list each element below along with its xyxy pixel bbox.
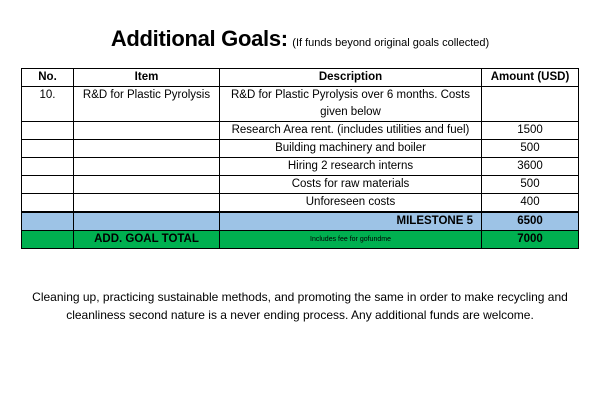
milestone-amount: 6500 [482, 212, 579, 231]
table-header-row [22, 69, 579, 87]
cell-item [74, 176, 220, 194]
goals-table [21, 68, 579, 249]
cell-amount [482, 87, 579, 122]
total-empty-cell [22, 231, 74, 249]
cell-amount: 1500 [482, 122, 579, 140]
page-title: Additional Goals: [110, 26, 288, 51]
total-amount: 7000 [482, 231, 579, 249]
milestone-empty-cell [22, 212, 74, 231]
heading [0, 26, 600, 52]
cell-amount: 500 [482, 140, 579, 158]
milestone-row [22, 212, 579, 231]
cell-no [22, 176, 74, 194]
cell-description: Unforeseen costs [220, 194, 482, 213]
table-row [22, 176, 579, 194]
footer-note: Cleaning up, practicing sustainable methods, and promoting the same in order to make recycling and cleanliness second nature is a never ending process. Any additional funds are welcome. [32, 290, 568, 322]
cell-description: Costs for raw materials [220, 176, 482, 194]
cell-item [74, 140, 220, 158]
cell-no [22, 140, 74, 158]
milestone-empty-cell [74, 212, 220, 231]
cell-description: R&D for Plastic Pyrolysis over 6 months. Costs given below [220, 87, 482, 122]
column-header-no: No. [22, 69, 74, 87]
cell-no [22, 122, 74, 140]
cell-item [74, 158, 220, 176]
table-row [22, 140, 579, 158]
cell-item [74, 194, 220, 213]
cell-no: 10. [22, 87, 74, 122]
cell-no [22, 158, 74, 176]
milestone-label: MILESTONE 5 [220, 212, 482, 231]
cell-description: Research Area rent. (includes utilities and fuel) [220, 122, 482, 140]
column-header-item: Item [74, 69, 220, 87]
cell-amount: 3600 [482, 158, 579, 176]
page-subtitle: (If funds beyond original goals collected) [292, 37, 490, 49]
total-row [22, 231, 579, 249]
cell-description: Building machinery and boiler [220, 140, 482, 158]
table-row [22, 194, 579, 213]
cell-no [22, 194, 74, 213]
cell-amount: 400 [482, 194, 579, 213]
cell-item: R&D for Plastic Pyrolysis [74, 87, 220, 122]
table-row [22, 122, 579, 140]
cell-description: Hiring 2 research interns [220, 158, 482, 176]
total-note: Includes fee for gofundme [220, 231, 482, 249]
cell-amount: 500 [482, 176, 579, 194]
table-row [22, 158, 579, 176]
column-header-amount: Amount (USD) [482, 69, 579, 87]
table-row [22, 87, 579, 122]
total-label: ADD. GOAL TOTAL [74, 231, 220, 249]
column-header-description: Description [220, 69, 482, 87]
cell-item [74, 122, 220, 140]
